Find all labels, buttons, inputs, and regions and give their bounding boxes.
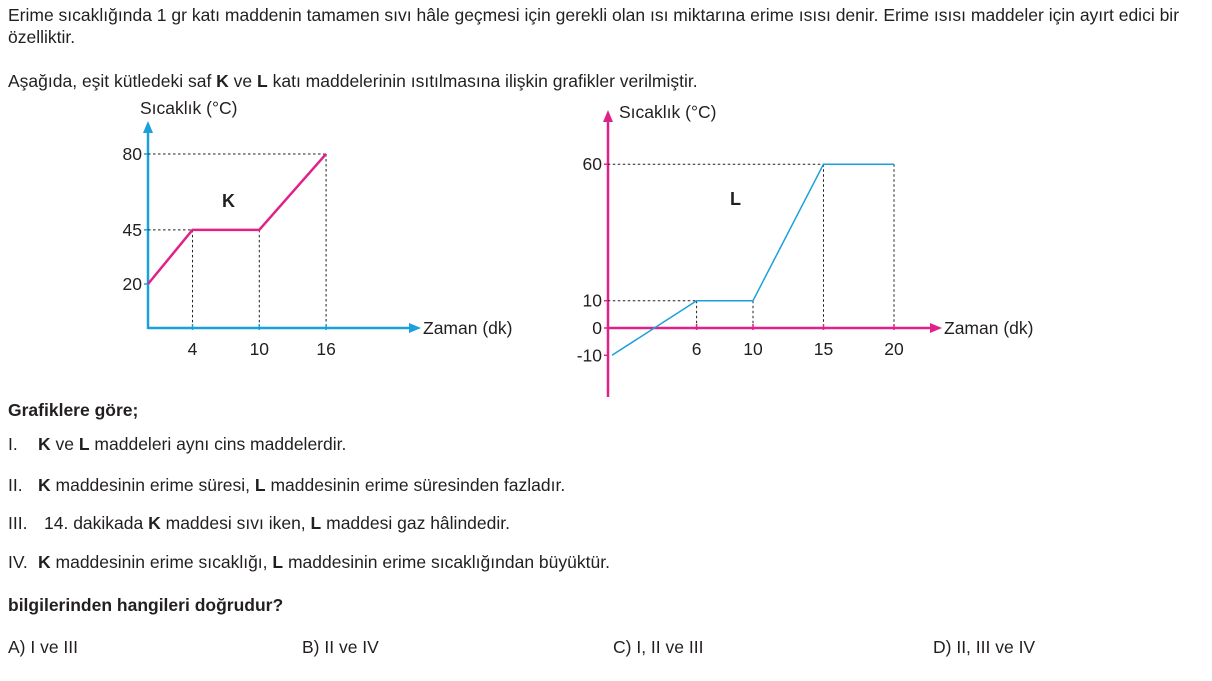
statement-text: maddesinin erime süresi, bbox=[50, 475, 255, 495]
x-axis-label: Zaman (dk) bbox=[423, 318, 513, 338]
x-axis-arrow bbox=[930, 323, 942, 333]
substance-label: K bbox=[38, 552, 51, 572]
y-tick-label: 45 bbox=[122, 219, 142, 240]
y-axis-label: Sıcaklık (°C) bbox=[619, 102, 717, 122]
chart-label: L bbox=[730, 189, 741, 209]
substance-label: K bbox=[38, 434, 51, 454]
x-tick-label: 4 bbox=[187, 339, 198, 359]
option-a[interactable]: A) I ve III bbox=[8, 637, 79, 657]
y-tick-label: 0 bbox=[592, 318, 602, 338]
question-prompt: bilgilerinden hangileri doğrudur? bbox=[8, 595, 284, 615]
statement-text: maddesi sıvı iken, bbox=[160, 513, 311, 533]
substance-label: K bbox=[148, 513, 161, 533]
x-tick-label: 10 bbox=[743, 339, 763, 359]
x-tick-label: 15 bbox=[813, 339, 834, 359]
statement-text: maddeleri aynı cins maddelerdir. bbox=[89, 434, 347, 454]
substance-label: L bbox=[310, 513, 322, 533]
y-axis-arrow bbox=[603, 110, 613, 122]
substance-label: L bbox=[78, 434, 90, 454]
intro-l: L bbox=[257, 71, 268, 91]
substance-label: K bbox=[38, 475, 51, 495]
statement-text: maddesinin erime sıcaklığı, bbox=[50, 552, 273, 572]
option-c[interactable]: C) I, II ve III bbox=[613, 637, 704, 657]
statement-1 bbox=[8, 433, 346, 455]
option-d[interactable]: D) II, III ve IV bbox=[933, 637, 1036, 657]
intro-mid: ve bbox=[228, 71, 258, 91]
intro-pre: Aşağıda, eşit kütledeki saf bbox=[8, 71, 217, 91]
question-lead: Grafiklere göre; bbox=[8, 400, 139, 420]
chart-label: K bbox=[222, 191, 235, 211]
y-tick-label: 80 bbox=[122, 143, 142, 164]
substance-label: L bbox=[272, 552, 284, 572]
y-tick-label: 10 bbox=[582, 290, 602, 311]
statement-4 bbox=[8, 551, 610, 573]
x-tick-label: 20 bbox=[884, 339, 904, 359]
statement-number: II. bbox=[8, 475, 23, 495]
statement-text: maddesi gaz hâlindedir. bbox=[321, 513, 510, 533]
option-b[interactable]: B) II ve IV bbox=[302, 637, 379, 657]
y-axis-label: Sıcaklık (°C) bbox=[140, 98, 238, 118]
x-tick-label: 6 bbox=[691, 339, 702, 359]
statement-text: maddesinin erime süresinden fazladır. bbox=[265, 475, 566, 495]
statement-text: ve bbox=[50, 434, 79, 454]
statement-text: 14. dakikada bbox=[44, 513, 149, 533]
statement-number: III. bbox=[8, 513, 28, 533]
y-tick-label: 60 bbox=[582, 154, 602, 175]
y-tick-label: 20 bbox=[122, 274, 142, 294]
x-tick-label: 16 bbox=[316, 339, 336, 359]
y-tick-label: -10 bbox=[576, 345, 602, 366]
x-tick-label: 10 bbox=[249, 339, 270, 359]
intro-paragraph: Erime sıcaklığında 1 gr katı maddenin tamamen sıvı hâle geçmesi için gerekli olan ısı miktarına erime ısısı denir. Erime ısısı maddeler için ayırt edici bir özelliktir. bbox=[8, 5, 1180, 47]
x-axis-label: Zaman (dk) bbox=[944, 318, 1034, 338]
statement-3 bbox=[8, 512, 510, 534]
substance-label: L bbox=[254, 475, 266, 495]
intro-post: katı maddelerinin ısıtılmasına ilişkin grafikler verilmiştir. bbox=[267, 71, 698, 91]
statement-2 bbox=[8, 474, 565, 496]
intro-k: K bbox=[216, 71, 229, 91]
statement-text: maddesinin erime sıcaklığından büyüktür. bbox=[283, 552, 610, 572]
statement-number: I. bbox=[8, 434, 18, 454]
statement-number: IV. bbox=[8, 552, 28, 572]
